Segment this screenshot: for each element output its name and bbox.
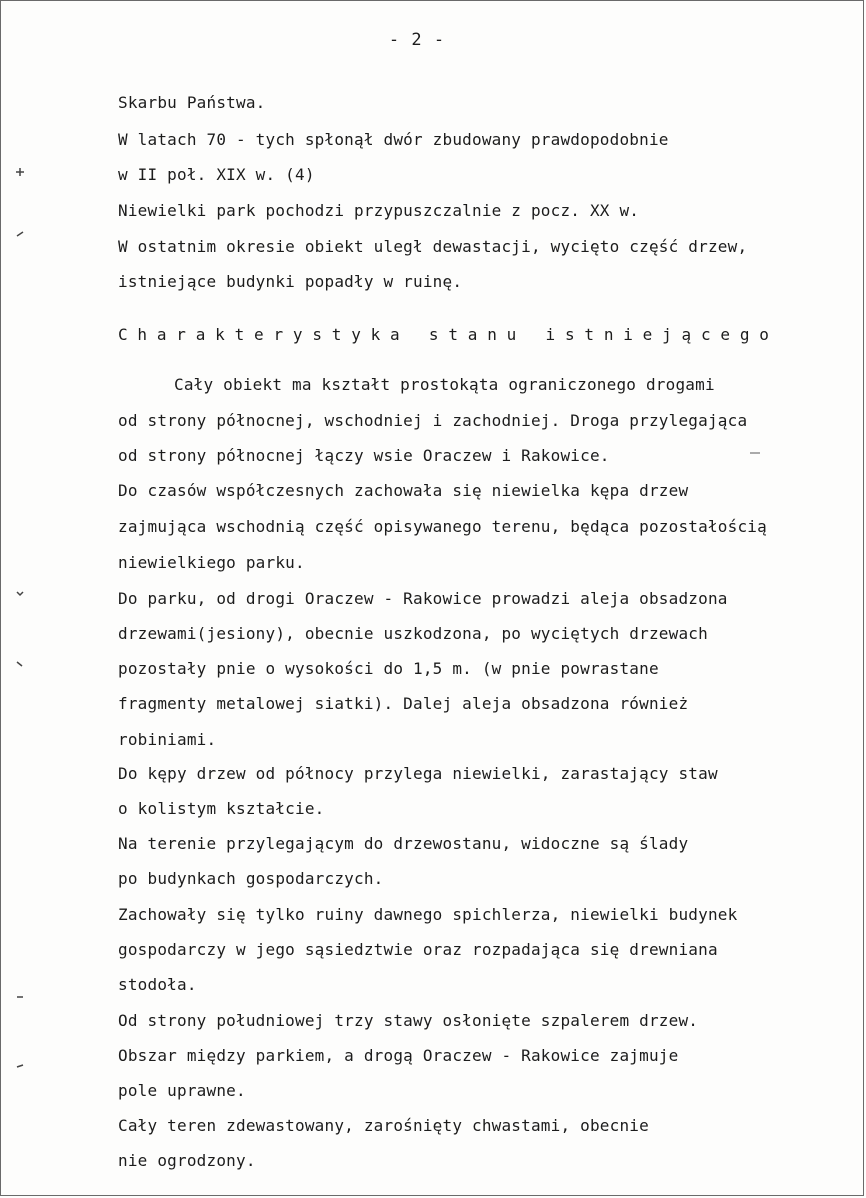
text-line: Do kępy drzew od północy przylega niewielki, zarastający staw [118, 764, 718, 783]
text-line: gospodarczy w jego sąsiedztwie oraz rozpadająca się drewniana [118, 940, 718, 959]
page-number: - 2 - [388, 30, 446, 50]
text-line: Niewielki park pochodzi przypuszczalnie z pocz. XX w. [118, 201, 640, 220]
text-line: w II poł. XIX w. (4) [118, 165, 315, 184]
margin-dash-mark [16, 993, 24, 1001]
text-line: Na terenie przylegającym do drzewostanu, widoczne są ślady [118, 834, 689, 853]
text-line: Zachowały się tylko ruiny dawnego spichlerza, niewielki budynek [118, 905, 738, 924]
text-line: W ostatnim okresie obiekt uległ dewastacji, wycięto część drzew, [118, 237, 748, 256]
stray-mark [750, 452, 760, 454]
text-line: Obszar między parkiem, a drogą Oraczew - Rakowice zajmuje [118, 1046, 679, 1065]
section-heading: Charakterystyka stanu istniejącego [118, 325, 779, 344]
text-line: drzewami(jesiony), obecnie uszkodzona, po wyciętych drzewach [118, 624, 708, 643]
text-line: Od strony południowej trzy stawy osłonięte szpalerem drzew. [118, 1011, 699, 1030]
text-line: o kolistym kształcie. [118, 799, 325, 818]
margin-tick-mark [16, 1062, 24, 1070]
text-line: Cały teren zdewastowany, zarośnięty chwastami, obecnie [118, 1116, 649, 1135]
text-line: nie ogrodzony. [118, 1151, 256, 1170]
text-line: Skarbu Państwa. [118, 93, 266, 112]
text-line: istniejące budynki popadły w ruinę. [118, 272, 463, 291]
text-line: pozostały pnie o wysokości do 1,5 m. (w pnie powrastane [118, 659, 659, 678]
text-line: od strony północnej, wschodniej i zachodniej. Droga przylegająca [118, 411, 748, 430]
margin-tick-mark [16, 590, 24, 598]
text-line: Cały obiekt ma kształt prostokąta ograniczonego drogami [174, 375, 715, 394]
text-line: zajmująca wschodnią część opisywanego terenu, będąca pozostałością [118, 517, 767, 536]
text-line: Do parku, od drogi Oraczew - Rakowice prowadzi aleja obsadzona [118, 589, 728, 608]
text-line: po budynkach gospodarczych. [118, 869, 384, 888]
text-line: robiniami. [118, 730, 217, 749]
margin-tick-mark [16, 230, 24, 238]
margin-tick-mark [16, 660, 24, 668]
margin-cross-mark [16, 168, 24, 176]
text-line: fragmenty metalowej siatki). Dalej aleja obsadzona również [118, 694, 689, 713]
text-line: pole uprawne. [118, 1081, 246, 1100]
text-line: stodoła. [118, 975, 197, 994]
text-line: Do czasów współczesnych zachowała się niewielka kępa drzew [118, 481, 689, 500]
text-line: W latach 70 - tych spłonął dwór zbudowany prawdopodobnie [118, 130, 669, 149]
text-line: niewielkiego parku. [118, 553, 305, 572]
text-line: od strony północnej łączy wsie Oraczew i Rakowice. [118, 446, 610, 465]
